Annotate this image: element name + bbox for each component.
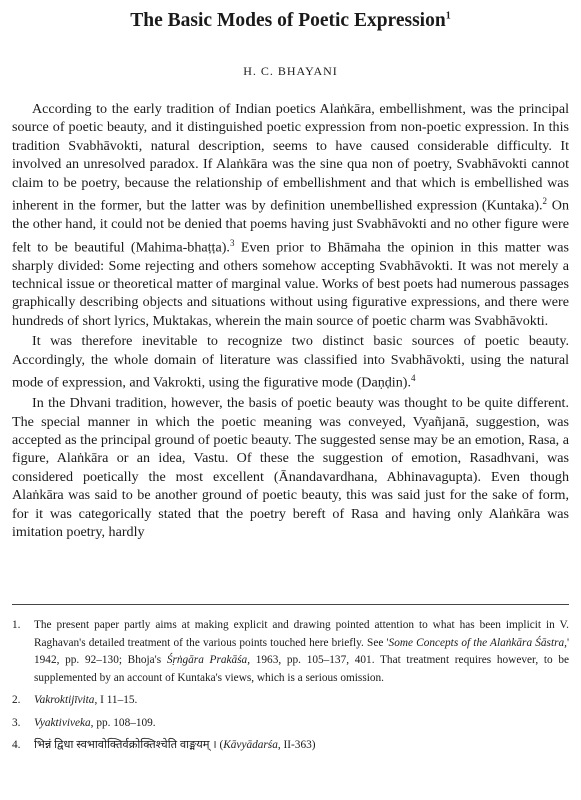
citation-title: Vakroktijīvita	[34, 694, 95, 706]
author-name: H. C. BHAYANI	[243, 64, 338, 78]
footnotes	[12, 617, 569, 760]
footnote-text	[34, 692, 569, 710]
title-text: The Basic Modes of Poetic Expression	[130, 10, 446, 31]
footnote-text-segment: The present paper partly aims at making explicit and drawing pointed attention to what has been implicit in V. Raghavan's detailed treatment of the various points touched here briefly. See '	[34, 619, 569, 649]
footnote-number: 2.	[12, 694, 21, 706]
footnote-item	[12, 692, 569, 710]
paragraph-text: In the Dhvani tradition, however, the basis of poetic beauty was thought to be quite different. The special manner in which the poetic meaning was conveyed, Vyañjanā, suggestion, was accepted as the principal ground of poetic beauty. The suggested sense may be an emotion, Rasa, a figure, Alaṅkāra or an idea, Vastu. Of these the suggestion of emotion, Rasadhvani, was considered poetically the most excellent (Ānandavardhana, Abhinavagupta). Even though Alaṅkāra was said to be another ground of poetic beauty, this was said just for the sake of form, for it was categorically stated that the poetry bereft of Rasa and having only Alaṅkāra was imitation poetry, hardly	[12, 395, 569, 540]
footnote-text-segment: ' 1942, pp. 92–130; Bhoja's	[34, 636, 570, 666]
footnote-item	[12, 737, 569, 755]
footnote-reference[interactable]: 3	[229, 237, 235, 248]
footnote-text	[34, 617, 569, 687]
citation-title: Kāvyādarśa	[223, 739, 278, 751]
paragraph-text: It was therefore inevitable to recognize two distinct basic sources of poetic beauty. Accordingly, the whole domain of literature was classified into Svabhāvokti, using the natural mode of expression, and Vakrokti, using the figurative mode (Daṇḍin).	[12, 333, 569, 391]
footnote-item	[12, 617, 569, 687]
footnote-text-segment: , pp. 108–109.	[90, 716, 156, 729]
footnote-text-segment: , II-363)	[277, 739, 316, 751]
citation-title: Vyaktiviveka	[34, 716, 91, 729]
footnote-divider	[12, 604, 569, 605]
footnote-text-segment: , I 11–15.	[94, 694, 138, 706]
footnote-number: 1.	[12, 619, 21, 631]
footnote-text	[34, 715, 569, 733]
page-title	[0, 10, 581, 32]
footnote-text-segment: भिन्नं द्विधा स्वभावोक्तिर्वक्रोक्तिश्चेति वाङ्मयम् । (	[34, 739, 224, 751]
footnote-number: 4.	[12, 739, 21, 751]
citation-title: Some Concepts of the Alaṅkāra Śāstra,	[388, 636, 567, 649]
footnote-number: 3.	[12, 716, 21, 729]
citation-title: Śṛṅgāra Prakāśa	[166, 654, 248, 666]
body-paragraph	[12, 332, 569, 392]
paragraph-text: On the other hand, it could not be denied that poems having just Svabhāvokti and no other figure were felt to be beautiful (Mahima-bhaṭṭa).	[12, 197, 570, 256]
paragraph-text: According to the early tradition of Indian poetics Alaṅkāra, embellishment, was the principal source of poetic beauty, and it distinguished poetic expression from non-poetic expression. In this tradition Svabhāvokti, natural description, seems to have caused considerable difficulty. It involved an unresolved paradox. If Alaṅkāra was the sine qua non of poetry, Svabhāvokti cannot claim to be poetry, because the relationship of embellishment and that which is embellished was inherent in the former, but the latter was by definition unembellished expression (Kuntaka).	[12, 101, 569, 214]
body-paragraph	[12, 100, 569, 330]
footnote-item	[12, 715, 569, 733]
body-paragraph	[12, 394, 569, 541]
footnote-reference[interactable]: 4	[410, 373, 416, 384]
article-body	[12, 100, 569, 543]
paragraph-text: Even prior to Bhāmaha the opinion in this matter was sharply divided: Some rejecting and others somehow accepting Svabhāvokti. It was not merely a technical issue or theoretical matter of marginal value. Works of best poets had numerous passages graphically describing objects and situations without using figurative expressions, and there were hundreds of short lyrics, Muktakas, wherein the main source of poetic charm was Svabhāvokti.	[12, 239, 569, 329]
title-footnote-mark[interactable]: 1	[445, 10, 451, 22]
footnote-text-segment: , 1963, pp. 105–137, 401. That treatment requires however, to be supplemented by an account of Kuntaka's views, which is a serious omission.	[34, 654, 570, 684]
footnote-reference[interactable]: 2	[542, 196, 548, 207]
footnote-text	[34, 737, 569, 755]
